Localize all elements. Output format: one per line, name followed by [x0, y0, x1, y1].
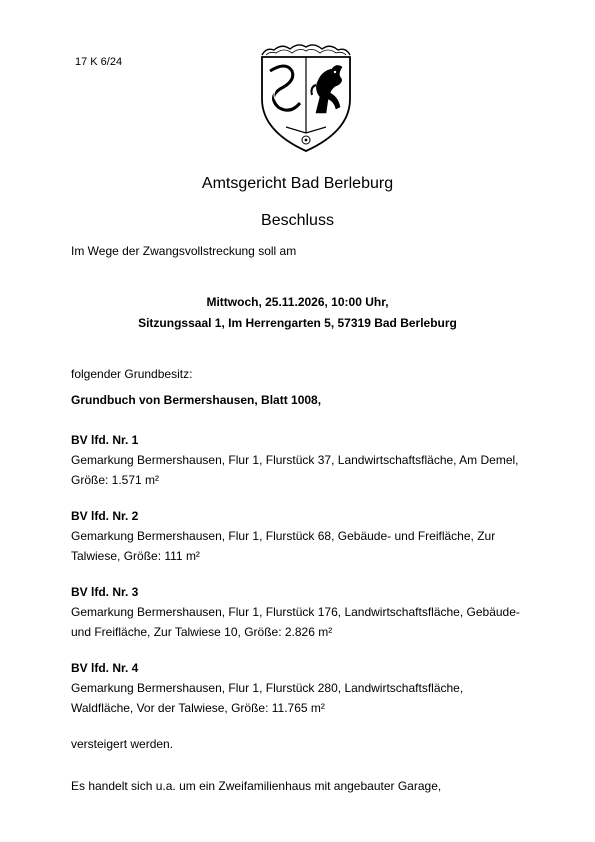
item-heading: BV lfd. Nr. 4 — [71, 661, 139, 675]
item-line: Gemarkung Bermershausen, Flur 1, Flurstück 176, Landwirtschaftsfläche, Gebäude- — [71, 605, 520, 619]
court-name: Amtsgericht Bad Berleburg — [201, 175, 394, 192]
item-line: Waldfläche, Vor der Talwiese, Größe: 11.765 m² — [71, 701, 325, 715]
auction-text: versteigert werden. — [71, 737, 174, 751]
coat-of-arms-icon — [256, 41, 356, 153]
property-intro: folgender Grundbesitz: — [71, 367, 193, 381]
item-line: Gemarkung Bermershausen, Flur 1, Flurstück 37, Landwirtschaftsfläche, Am Demel, — [71, 453, 519, 467]
description-text: Es handelt sich u.a. um ein Zweifamilienhaus mit angebauter Garage, — [71, 779, 442, 793]
item-line: Größe: 1.571 m² — [71, 473, 160, 487]
intro-text: Im Wege der Zwangsvollstreckung soll am — [71, 244, 297, 258]
item-line: Gemarkung Bermershausen, Flur 1, Flurstück 280, Landwirtschaftsfläche, — [71, 681, 464, 695]
auction-location: Sitzungssaal 1, Im Herrengarten 5, 57319 Bad Berleburg — [138, 316, 457, 330]
auction-date: Mittwoch, 25.11.2026, 10:00 Uhr, — [206, 295, 389, 309]
item-line: und Freifläche, Zur Talwiese 10, Größe: 2.826 m² — [71, 625, 333, 639]
item-heading: BV lfd. Nr. 2 — [71, 509, 139, 523]
item-line: Talwiese, Größe: 111 m² — [71, 549, 200, 563]
item-heading: BV lfd. Nr. 1 — [71, 433, 139, 447]
item-line: Gemarkung Bermershausen, Flur 1, Flurstück 68, Gebäude- und Freifläche, Zur — [71, 529, 496, 543]
item-heading: BV lfd. Nr. 3 — [71, 585, 139, 599]
land-register: Grundbuch von Bermershausen, Blatt 1008, — [71, 393, 322, 407]
file-number: 17 K 6/24 — [75, 56, 123, 68]
document-title: Beschluss — [261, 212, 334, 229]
